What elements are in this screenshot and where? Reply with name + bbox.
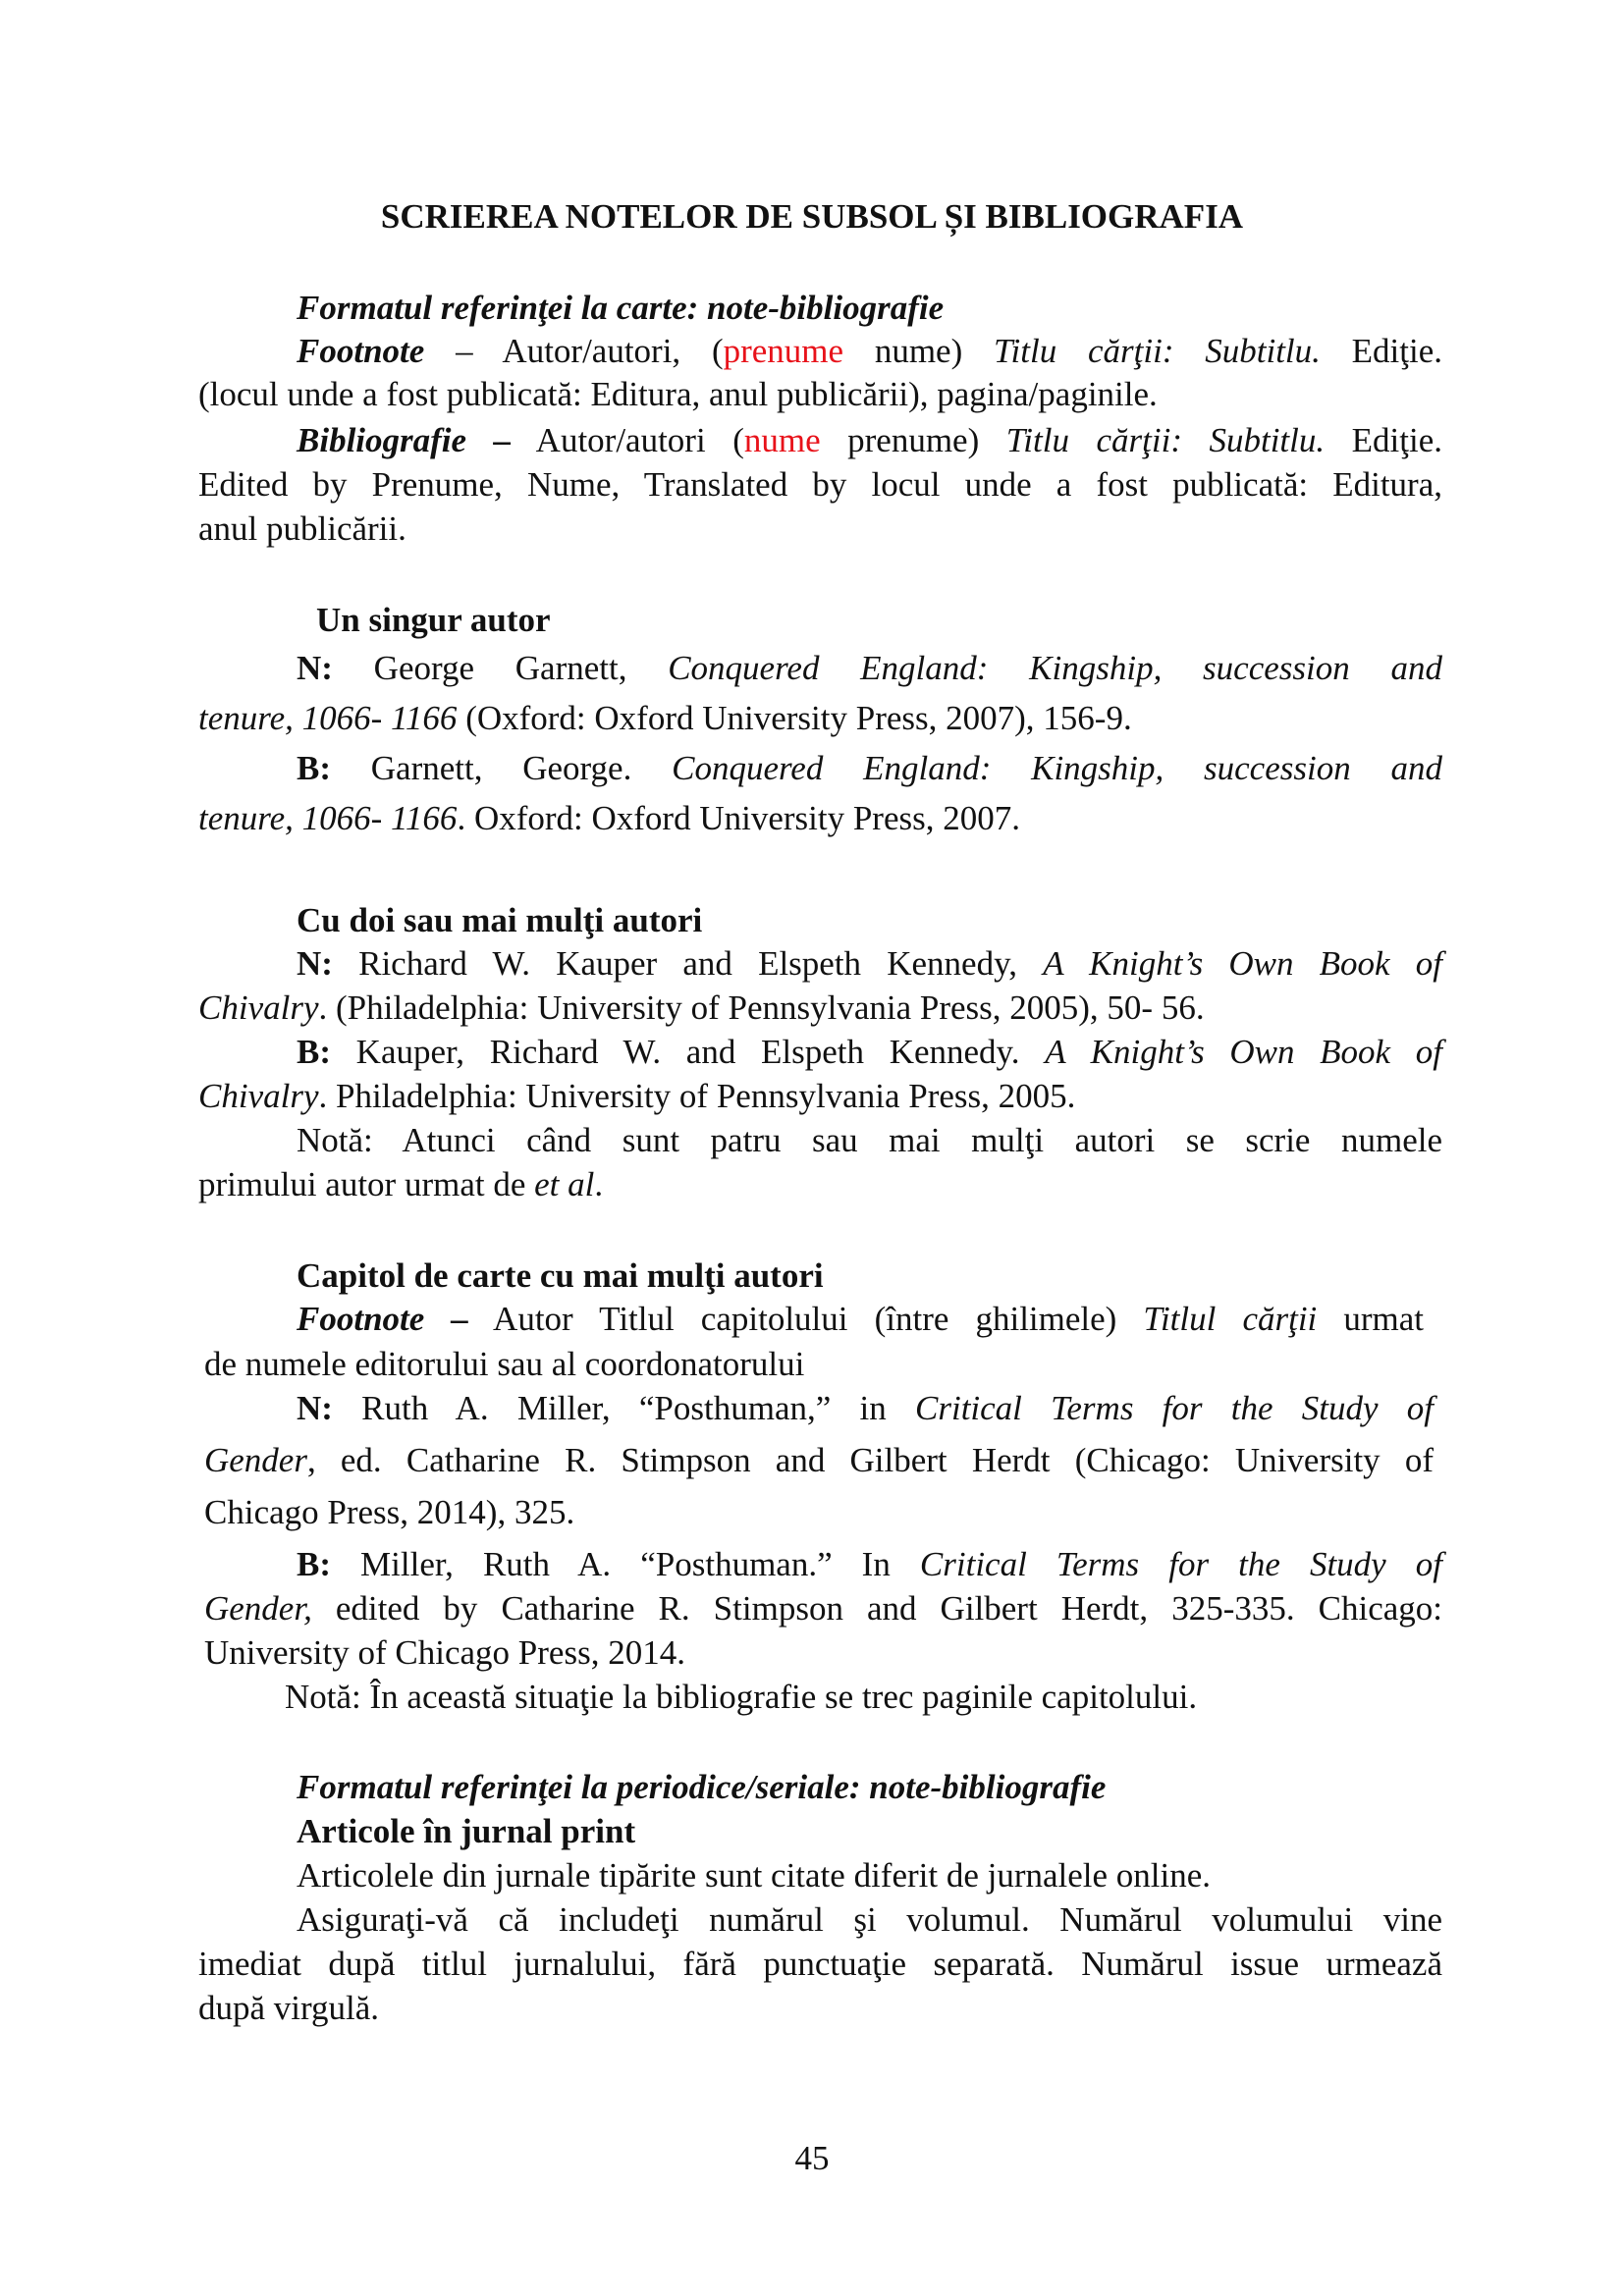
multi-author-remark-line-2: primului autor urmat de et al.	[198, 1165, 604, 1203]
single-author-bib-line-2: tenure, 1066- 1166. Oxford: Oxford University Press, 2007.	[198, 799, 1020, 837]
bibliography-format-line-1: Bibliografie – Autor/autori (nume prenume) Titlu cărţii: Subtitlu. Ediţie.	[297, 421, 1442, 459]
page-title: SCRIEREA NOTELOR DE SUBSOL ȘI BIBLIOGRAFIA	[380, 197, 1244, 236]
chapter-note-line-1: N: Ruth A. Miller, “Posthuman,” in Critical Terms for the Study of	[297, 1389, 1434, 1427]
multi-author-note-line-2: Chivalry. (Philadelphia: University of Pennsylvania Press, 2005), 50- 56.	[198, 988, 1205, 1027]
chapter-remark: Notă: În această situaţie la bibliografie se trec paginile capitolului.	[285, 1678, 1198, 1716]
chapter-footnote-line-1: Footnote – Autor Titlul capitolului (între ghilimele) Titlul cărţii urmat	[297, 1300, 1425, 1338]
multi-author-note-line-1: N: Richard W. Kauper and Elspeth Kennedy, A Knight’s Own Book of	[297, 944, 1442, 983]
section-heading-multi-author: Cu doi sau mai mulţi autori	[297, 901, 703, 939]
single-author-bib-line-1: B: Garnett, George. Conquered England: Kingship, succession and	[297, 749, 1442, 787]
chapter-footnote-line-2: de numele editorului sau al coordonatorului	[204, 1345, 805, 1383]
multi-author-bib-line-2: Chivalry. Philadelphia: University of Pennsylvania Press, 2005.	[198, 1077, 1076, 1115]
footnote-format-line-2: (locul unde a fost publicată: Editura, anul publicării), pagina/paginile.	[198, 375, 1158, 413]
periodicals-line-2: Asiguraţi-vă că includeţi numărul şi volumul. Numărul volumului vine	[297, 1900, 1442, 1939]
periodicals-line-4: după virgulă.	[198, 1989, 380, 2027]
chapter-bib-line-2: Gender, edited by Catharine R. Stimpson and Gilbert Herdt, 325-335. Chicago:	[204, 1589, 1442, 1628]
chapter-note-line-2: Gender, ed. Catharine R. Stimpson and Gilbert Herdt (Chicago: University of	[204, 1441, 1434, 1479]
chapter-note-line-3: Chicago Press, 2014), 325.	[204, 1493, 575, 1531]
chapter-bib-line-1: B: Miller, Ruth A. “Posthuman.” In Critical Terms for the Study of	[297, 1545, 1442, 1583]
single-author-note-line-1: N: George Garnett, Conquered England: Kingship, succession and	[297, 649, 1442, 687]
section-heading-chapter: Capitol de carte cu mai mulţi autori	[297, 1256, 824, 1295]
multi-author-bib-line-1: B: Kauper, Richard W. and Elspeth Kennedy. A Knight’s Own Book of	[297, 1033, 1442, 1071]
page-number: 45	[794, 2139, 830, 2177]
multi-author-remark-line-1: Notă: Atunci când sunt patru sau mai mulţi autori se scrie numele	[297, 1121, 1442, 1159]
section-heading-periodicals: Formatul referinţei la periodice/seriale: note-bibliografie	[297, 1768, 1107, 1806]
section-heading-book-format: Formatul referinţei la carte: note-bibliografie	[297, 289, 945, 327]
bibliography-label: Bibliografie –	[297, 421, 512, 459]
highlighted-term: nume	[743, 421, 821, 459]
periodicals-line-1: Articolele din jurnale tipărite sunt citate diferit de jurnalele online.	[297, 1856, 1212, 1895]
footnote-format-line-1: Footnote – Autor/autori, (prenume nume) Titlu cărţii: Subtitlu. Ediţie.	[297, 332, 1442, 370]
section-subheading-print-journal: Articole în jurnal print	[297, 1812, 636, 1850]
single-author-note-line-2: tenure, 1066- 1166 (Oxford: Oxford University Press, 2007), 156-9.	[198, 699, 1132, 737]
footnote-label: Footnote	[297, 332, 425, 370]
bibliography-format-line-2: Edited by Prenume, Nume, Translated by locul unde a fost publicată: Editura,	[198, 465, 1442, 504]
section-heading-single-author: Un singur autor	[316, 601, 551, 639]
bibliography-format-line-3: anul publicării.	[198, 509, 406, 548]
highlighted-term: prenume	[723, 332, 844, 370]
periodicals-line-3: imediat după titlul jurnalului, fără punctuaţie separată. Numărul issue urmează	[198, 1945, 1442, 1983]
chapter-bib-line-3: University of Chicago Press, 2014.	[204, 1633, 685, 1672]
